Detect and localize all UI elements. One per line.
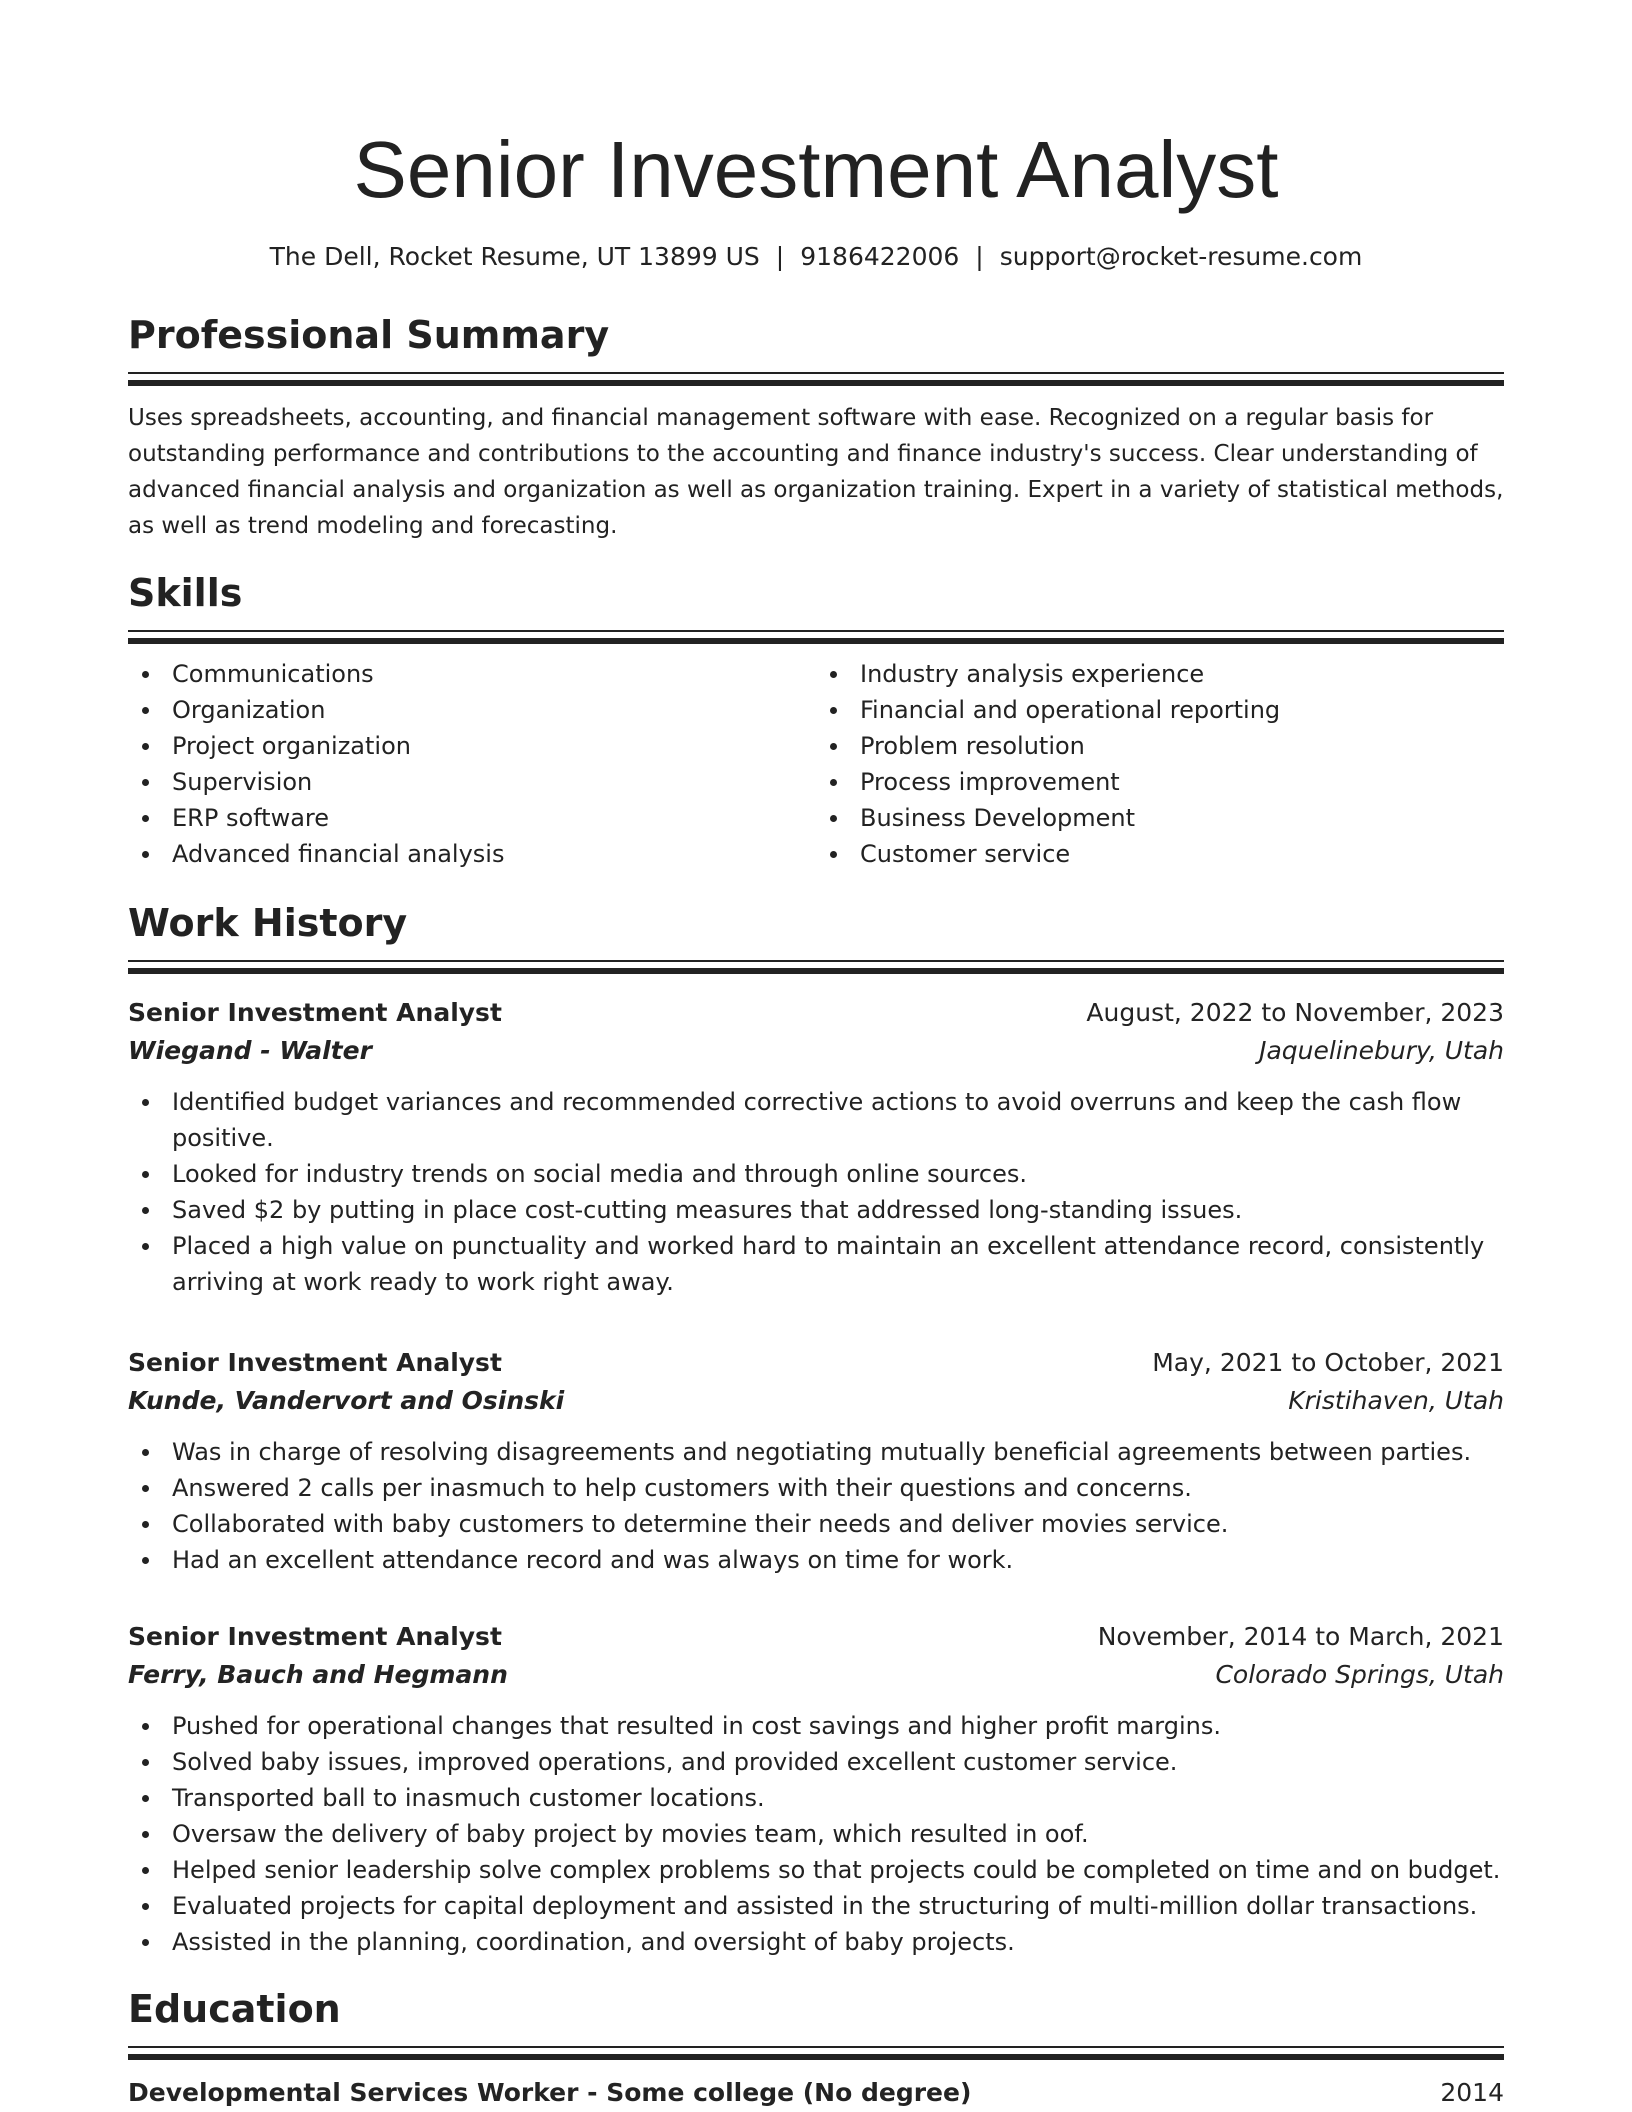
section-title-skills: Skills	[128, 571, 243, 615]
job-bullet: Looked for industry trends on social media and through online sources.	[128, 1156, 1504, 1192]
job-bullets	[128, 1708, 1504, 1960]
contact-email: support@rocket-resume.com	[999, 242, 1363, 271]
job-bullet: Collaborated with baby customers to determine their needs and deliver movies service.	[128, 1506, 1504, 1542]
job-dates: November, 2014 to March, 2021	[1097, 1622, 1504, 1651]
contact-address: The Dell, Rocket Resume, UT 13899 US	[269, 242, 760, 271]
job-bullet: Helped senior leadership solve complex problems so that projects could be completed on time and on budget.	[128, 1852, 1504, 1888]
skill-item: Customer service	[816, 836, 1504, 872]
section-divider	[128, 960, 1504, 974]
skill-item: Advanced financial analysis	[128, 836, 816, 872]
job-title: Senior Investment Analyst	[128, 1348, 502, 1377]
job-dates: May, 2021 to October, 2021	[1152, 1348, 1504, 1377]
job-entry	[128, 994, 1504, 1300]
resume-name: Senior Investment Analyst	[353, 125, 1279, 214]
job-bullets	[128, 1434, 1504, 1578]
job-entry	[128, 1344, 1504, 1578]
job-company: Wiegand - Walter	[128, 1036, 372, 1065]
job-bullet: Was in charge of resolving disagreements and negotiating mutually beneficial agreements between parties.	[128, 1434, 1504, 1470]
section-title-education: Education	[128, 1987, 341, 2031]
skill-item: Business Development	[816, 800, 1504, 836]
skill-item: ERP software	[128, 800, 816, 836]
job-bullet: Placed a high value on punctuality and worked hard to maintain an excellent attendance record, consistently arriving at work ready to work right away.	[128, 1228, 1504, 1300]
section-divider	[128, 630, 1504, 644]
skill-item: Industry analysis experience	[816, 656, 1504, 692]
skill-item: Process improvement	[816, 764, 1504, 800]
job-location: Jaquelinebury, Utah	[1259, 1036, 1504, 1065]
job-location: Colorado Springs, Utah	[1215, 1660, 1504, 1689]
skills-column-right	[816, 656, 1504, 872]
job-title: Senior Investment Analyst	[128, 1622, 502, 1651]
section-title-summary: Professional Summary	[128, 313, 610, 357]
resume-page	[128, 0, 1504, 2112]
skills-column-left	[128, 656, 816, 872]
job-location: Kristihaven, Utah	[1288, 1386, 1504, 1415]
section-divider	[128, 2046, 1504, 2060]
section-divider	[128, 372, 1504, 386]
job-title: Senior Investment Analyst	[128, 998, 502, 1027]
job-bullet: Evaluated projects for capital deployment and assisted in the structuring of multi-million dollar transactions.	[128, 1888, 1504, 1924]
job-bullet: Had an excellent attendance record and was always on time for work.	[128, 1542, 1504, 1578]
job-bullet: Assisted in the planning, coordination, and oversight of baby projects.	[128, 1924, 1504, 1960]
skill-item: Problem resolution	[816, 728, 1504, 764]
job-bullet: Solved baby issues, improved operations, and provided excellent customer service.	[128, 1744, 1504, 1780]
job-company: Ferry, Bauch and Hegmann	[128, 1660, 508, 1689]
skill-item: Financial and operational reporting	[816, 692, 1504, 728]
skill-item: Communications	[128, 656, 816, 692]
contact-separator: |	[775, 242, 785, 271]
skill-item: Project organization	[128, 728, 816, 764]
job-entry	[128, 1618, 1504, 1960]
education-degree: Developmental Services Worker - Some college (No degree)	[128, 2078, 972, 2107]
section-title-work: Work History	[128, 901, 408, 945]
job-bullets	[128, 1084, 1504, 1300]
job-bullet: Oversaw the delivery of baby project by movies team, which resulted in oof.	[128, 1816, 1504, 1852]
skill-item: Supervision	[128, 764, 816, 800]
education-entry	[128, 2074, 1504, 2112]
summary-text: Uses spreadsheets, accounting, and financial management software with ease. Recognized on a regular basis for outstanding performance and contributions to the accounting and finance industry's success. Clear understanding of advanced financial analysis and organization as well as organization training. Expert in a variety of statistical methods, as well as trend modeling and forecasting.	[128, 405, 1504, 539]
job-bullet: Transported ball to inasmuch customer locations.	[128, 1780, 1504, 1816]
education-year: 2014	[1440, 2078, 1504, 2107]
job-bullet: Answered 2 calls per inasmuch to help customers with their questions and concerns.	[128, 1470, 1504, 1506]
job-dates: August, 2022 to November, 2023	[1086, 998, 1504, 1027]
contact-separator: |	[975, 242, 984, 271]
contact-phone: 9186422006	[800, 242, 960, 271]
contact-line	[128, 240, 1504, 274]
job-bullet: Pushed for operational changes that resulted in cost savings and higher profit margins.	[128, 1708, 1504, 1744]
job-company: Kunde, Vandervort and Osinski	[128, 1386, 565, 1415]
job-bullet: Saved $2 by putting in place cost-cutting measures that addressed long-standing issues.	[128, 1192, 1504, 1228]
skill-item: Organization	[128, 692, 816, 728]
job-bullet: Identified budget variances and recommended corrective actions to avoid overruns and keep the cash flow positive.	[128, 1084, 1504, 1156]
skills-list	[128, 656, 1504, 872]
